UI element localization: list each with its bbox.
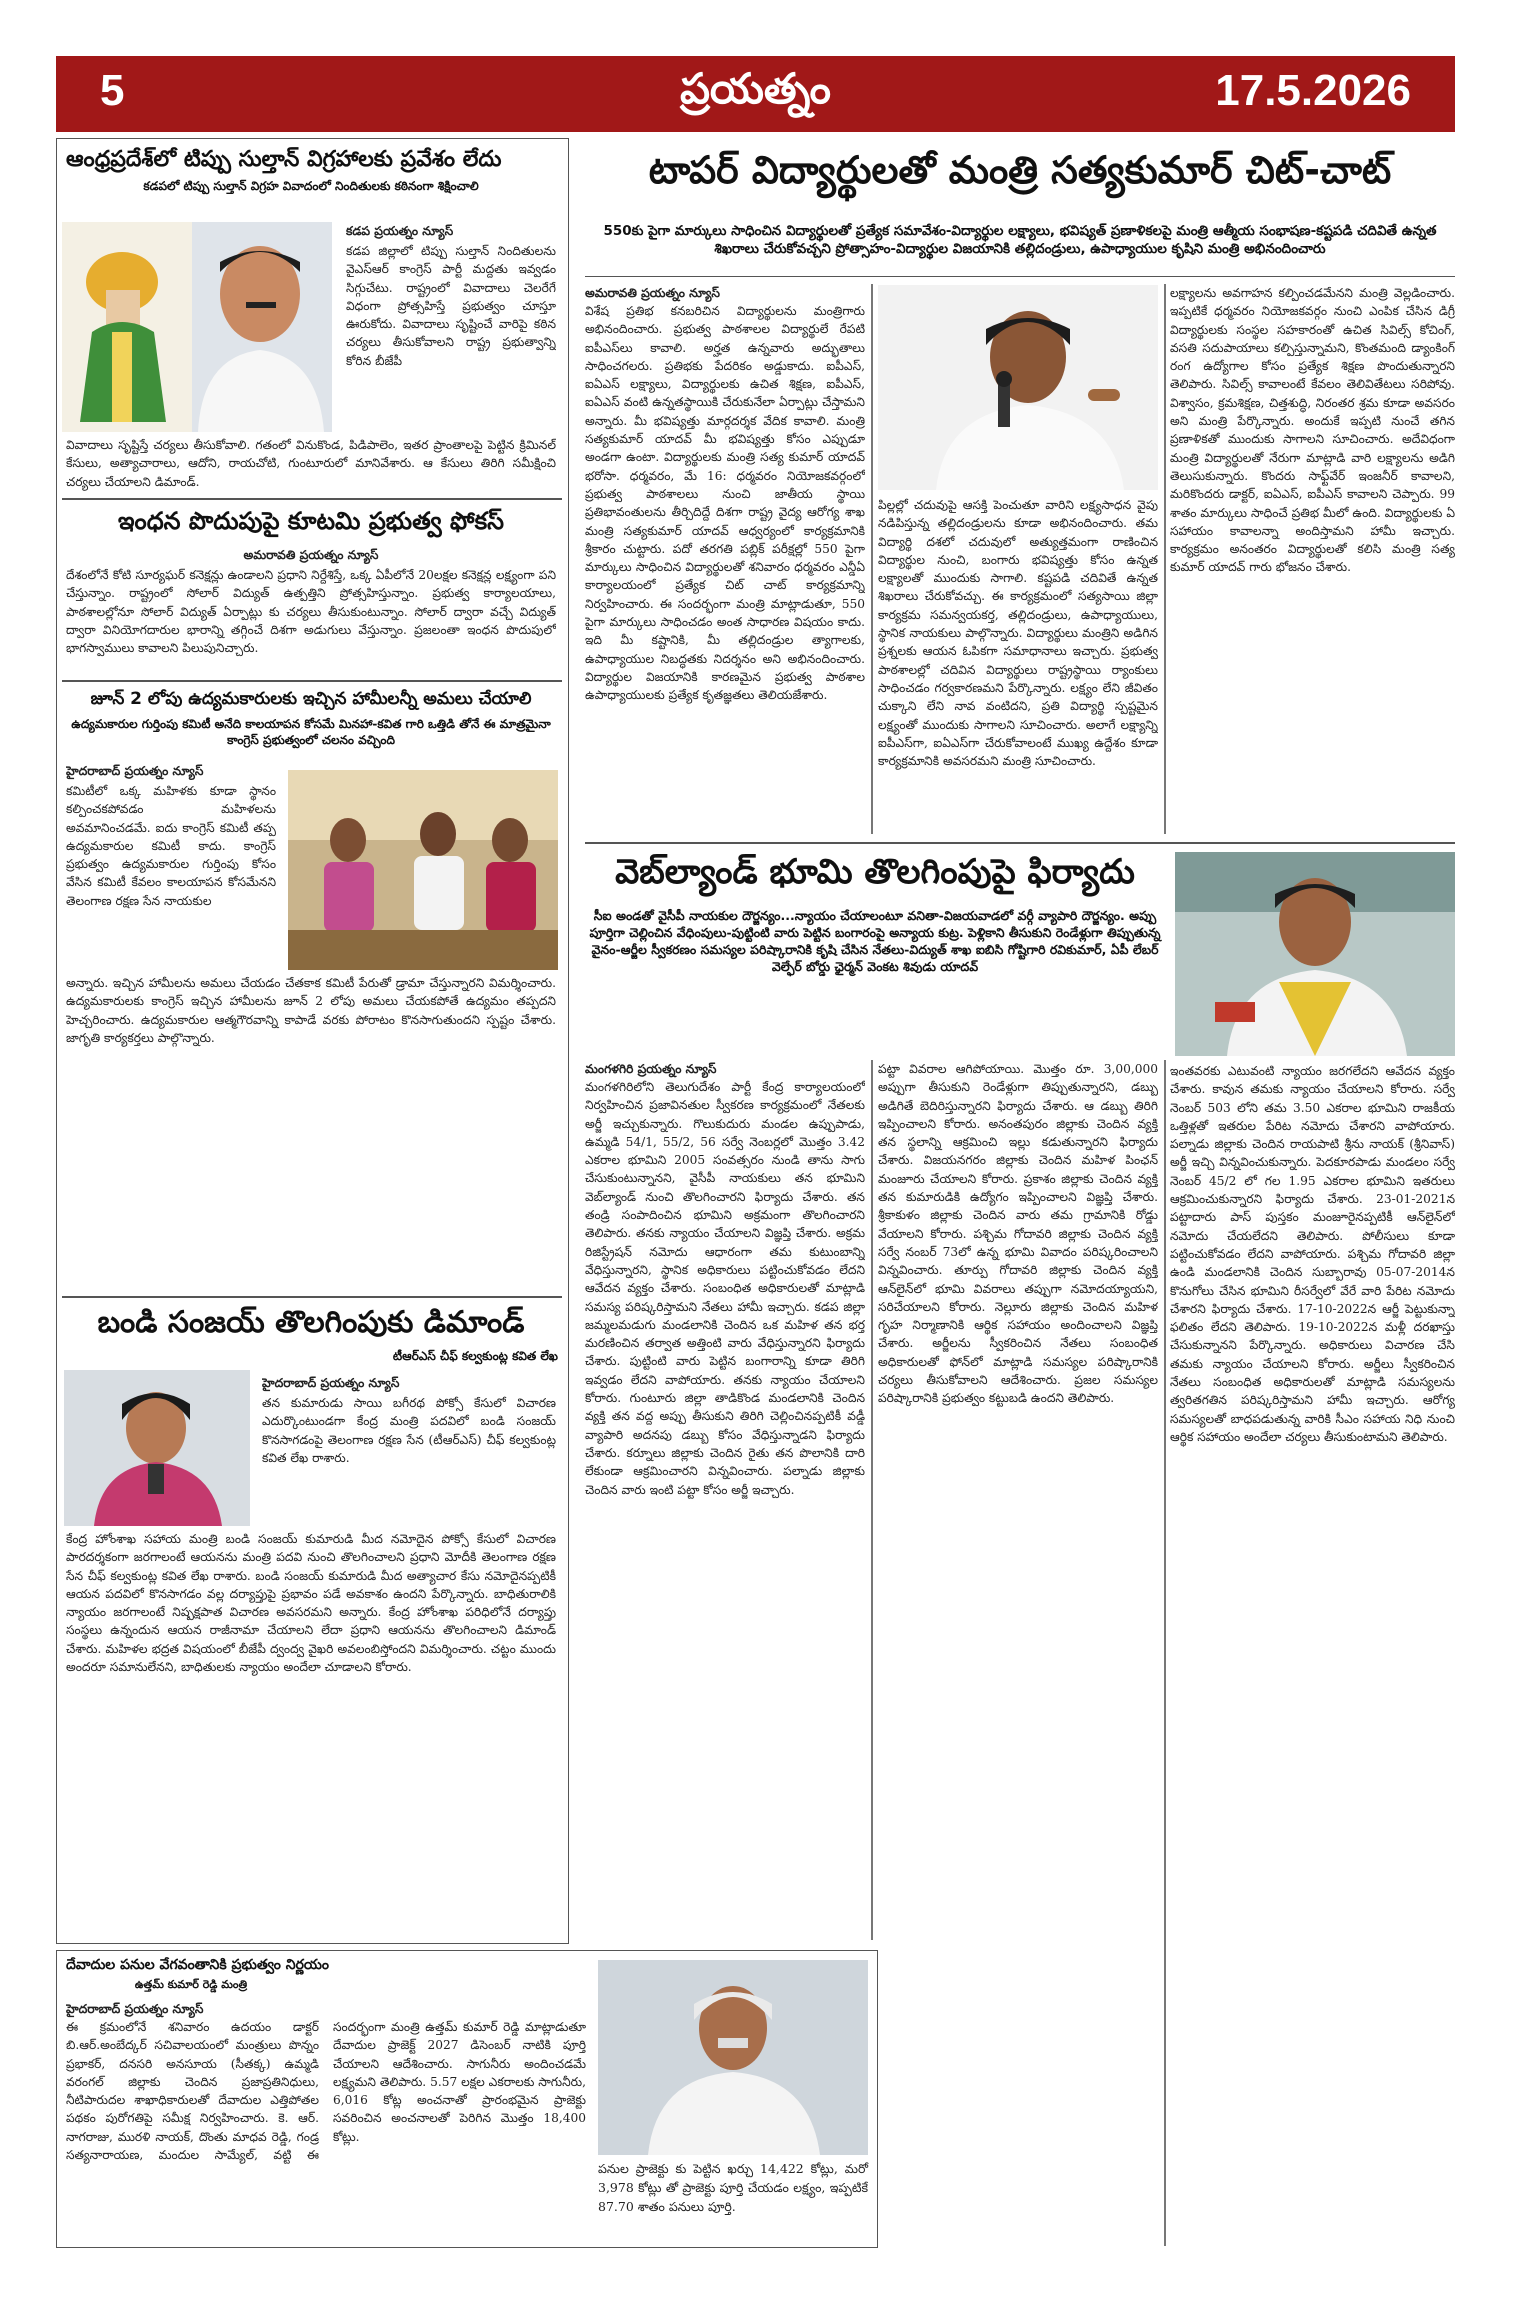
subhead: కడపలో టిప్పు సుల్తాన్ విగ్రహ వివాదంలో నిందితులకు కఠినంగా శిక్షించాలి [143, 179, 479, 194]
headline: టాపర్ విద్యార్థులతో మంత్రి సత్యకుమార్ చిట్-చాట్ [648, 148, 1392, 192]
dateline: కడప ప్రయత్నం న్యూస్ [346, 224, 454, 238]
subhead: 550కు పైగా మార్కులు సాధించిన విద్యార్థులతో ప్రత్యేక సమావేశం-విద్యార్థుల లక్ష్యాలు, భవిష్యత్ ప్రణాళికలపై మంత్రి ఆత్మీయ సంభాషణ-కష్టపడి చదివితే ఉన్నత శిఖరాలు చేరుకోవచ్చని ప్రోత్సాహం-విద్యార్థుల విజయానికి తల్లిదండ్రులు, ఉపాధ్యాయుల కృషిని మంత్రి అభినందించారు [603, 223, 1437, 258]
column-divider [1164, 1060, 1166, 2246]
divider [62, 498, 562, 500]
dateline: మంగళగిరి ప్రయత్నం న్యూస్ [585, 1062, 717, 1076]
toppers-photo [878, 285, 1158, 490]
masthead [56, 56, 1455, 132]
dateline: హైదరాబాద్ ప్రయత్నం న్యూస్ [262, 1376, 400, 1390]
dateline: అమరావతి ప్రయత్నం న్యూస్ [585, 286, 720, 300]
divider [62, 1296, 562, 1298]
body-text: లక్ష్యాలను అవగాహన కల్పించడమేనని మంత్రి వెల్లడించారు. ఇప్పటికే ధర్మవరం నియోజకవర్గం నుంచి ఎంపిక చేసిన డిగ్రీ విద్యార్థులకు సంస్థల సహకారంతో ఉచిత సివిల్స్ కోచింగ్, వసతి సదుపాయాలు కల్పిస్తున్నామని, కొంతమంది డ్యాంకింగ్ రంగ ఉద్యోగాల కోసం ప్రత్యేక శిక్షణ పొందుతున్నారని తెలిపారు. సివిల్స్ కావాలంటే కేవలం తెలివితేటలు సరిపోవు. విశ్వాసం, క్రమశిక్షణ, చిత్తశుద్ధి, నిరంతర శ్రమ కూడా అవసరం అని మంత్రి పేర్కొన్నారు. అందుకే ఇప్పటి నుంచే తగిన ప్రణాళికతో ముందుకు సాగాలని సూచించారు. అదేవిధంగా మంత్రి విద్యార్థులతో నేరుగా మాట్లాడి వారి లక్ష్యాలను అడిగి తెలుసుకున్నారు. కొందరు సాఫ్ట్‌వేర్ ఇంజనీర్ కావాలని, మరికొందరు డాక్టర్, ఐఏఎస్, ఐపీఎస్ కావాలని చెప్పారు. 99 శాతం మార్కులు సాధించే ప్రతిభ మీలో ఉంది. విద్యార్థులకు ఏ సహాయం కావాలన్నా అందిస్తామని హామీ ఇచ్చారు. కార్యక్రమం అనంతరం విద్యార్థులతో కలిసి మంత్రి సత్య కుమార్ యాదవ్ గారు భోజనం చేశారు. [1170, 286, 1455, 575]
subhead: ఉద్యమకారుల గుర్తింపు కమిటీ అనేది కాలయాపన కోసమే మినహా-కవిత గారి ఒత్తిడి తోనే ఈ మాత్రమైనా కాంగ్రెస్ ప్రభుత్వంలో చలనం వచ్చింది [71, 717, 551, 748]
body-text: వివాదాలు సృష్టిస్తే చర్యలు తీసుకోవాలి. గతంలో వినుకొండ, పిడిపాలెం, ఇతర ప్రాంతాలపై పెట్టిన క్రిమినల్ కేసులు, అత్యాచారాలు, ఆదోని, రాయచోటి, గుంటూరులో మానివేశారు. ఆ కేసులు తిరిగి సమీక్షించి చర్యలు చేయాలని డిమాండ్. [66, 438, 556, 489]
tipu-photo [62, 222, 332, 432]
body-text: కేంద్ర హోంశాఖ సహాయ మంత్రి బండి సంజయ్ కుమారుడి మీద నమోదైన పోక్సో కేసులో విచారణ పారదర్శకంగా జరగాలంటే ఆయనను మంత్రి పదవి నుంచి తొలగించాలని ప్రధాని మోదీకి తెలంగాణ రక్షణ సేన చీఫ్ కల్వకుంట్ల కవిత లేఖ రాశారు. బండి సంజయ్ కుమారుడి మీద అత్యాచార కేసు నమోదైనప్పటికీ ఆయన పదవిలో కొనసాగడం వల్ల దర్యాప్తుపై ప్రభావం పడే అవకాశం ఉందని పేర్కొన్నారు. బాధితురాలికి న్యాయం జరగాలంటే నిష్పక్షపాత విచారణ అవసరమని అన్నారు. కేంద్ర హోంశాఖ పరిధిలోనే దర్యాప్తు సంస్థలు ఉన్నందున ఆయన రాజీనామా చేయాలని లేదా ప్రధాని ఆయనను తొలగించాలని డిమాండ్ చేశారు. మహిళల భద్రత విషయంలో బీజేపీ ద్వంద్వ వైఖరి అవలంబిస్తోందని విమర్శించారు. చట్టం ముందు అందరూ సమానులేనని, బాధితులకు న్యాయం అందేలా చూడాలని కోరారు. [66, 1532, 556, 1675]
webland-photo [1175, 852, 1455, 1056]
headline: జూన్ 2 లోపు ఉద్యమకారులకు ఇచ్చిన హామీలన్నీ అమలు చేయాలి [90, 689, 532, 709]
column-divider [1164, 284, 1166, 834]
article-tipu [66, 148, 556, 194]
sanjay-photo [64, 1370, 250, 1526]
body-text: అన్నారు. ఇచ్చిన హామీలను అమలు చేయడం చేతకాక కమిటీ పేరుతో డ్రామా చేస్తున్నారని విమర్శించారు. ఉద్యమకారులకు కాంగ్రెస్ ఇచ్చిన హామీలను జూన్ 2 లోపు అమలు చేయకపోతే ఉద్యమం తప్పదని హెచ్చరించారు. ఉద్యమకారుల ఆత్మగౌరవాన్ని కాపాడే వరకు పోరాటం కొనసాగుతుందని స్పష్టం చేశారు. జాగృతి కార్యకర్తలు పాల్గొన్నారు. [66, 976, 556, 1045]
headline: బండి సంజయ్ తొలగింపుకు డిమాండ్ [97, 1305, 525, 1340]
subhead: టీఆర్ఎస్ చీఫ్ కల్వకుంట్ల కవిత లేఖ [392, 1349, 558, 1363]
body-text: ఇంతవరకు ఎటువంటి న్యాయం జరగలేదని ఆవేదన వ్యక్తం చేశారు. కావున తమకు న్యాయం చేయాలని కోరారు. సర్వే నెంబర్ 503 లోని తమ 3.50 ఎకరాల భూమిని రాజకీయ ఒత్తిళ్లతో ఇతరుల పేరిట నమోదు చేశారని వాపోయారు. పల్నాడు జిల్లాకు చెందిన రాయపాటి శ్రీను నాయక్ (శ్రీనివాస్) అర్జీ ఇచ్చి విన్నవించుకున్నారు. పెదకూరపాడు మండలం సర్వే నెంబర్ 45/2 లో గల 1.95 ఎకరాల భూమిని ఇతరులు ఆక్రమించుకున్నారని ఫిర్యాదు చేశారు. 23-01-2021న పట్టాదారు పాస్ పుస్తకం మంజూరైనప్పటికీ ఆన్‌లైన్‌లో నమోదు చేయలేదని తెలిపారు. పోలీసులు కూడా పట్టించుకోవడం లేదని వాపోయారు. పశ్చిమ గోదావరి జిల్లా ఉండి మండలానికి చెందిన సుబ్బారావు 05-07-2014న కొనుగోలు చేసిన భూమిని రీసర్వేలో వేరే వారి పేరిట నమోదు చేశారని ఫిర్యాదు చేశారు. 17-10-2022న ఆర్జీ పెట్టుకున్నా ఫలితం లేదని తెలిపారు. 19-10-2022న మళ్లీ దరఖాస్తు చేసుకున్నానని పేర్కొన్నారు. అధికారులు విచారణ చేసి తమకు న్యాయం చేయాలని కోరారు. అర్జీలు స్వీకరించిన నేతలు సంబంధిత అధికారులతో మాట్లాడి సమస్యలను త్వరితగతిన పరిష్కరిస్తామని హామీ ఇచ్చారు. ఆరోగ్య సమస్యలతో బాధపడుతున్న వారికి సీఎం సహాయ నిధి నుంచి ఆర్థిక సహాయం అందేలా చర్యలు తీసుకుంటామని తెలిపారు. [1170, 1064, 1455, 1444]
body-text: కమిటీలో ఒక్క మహిళకు కూడా స్థానం కల్పించకపోవడం మహిళలను అవమానించడమే. ఐదు కాంగ్రెస్ కమిటీ తప్ప ఉద్యమకారుల కమిటీ కాదు. కాంగ్రెస్ ప్రభుత్వం ఉద్యమకారుల గుర్తింపు కోసం వేసిన కమిటీ కేవలం కాలయాపన కోసమేనని తెలంగాణ రక్షణ సేన నాయకుల [66, 784, 276, 908]
headline: దేవాదుల పనుల వేగవంతానికి ప్రభుత్వం నిర్ణయం [66, 1957, 329, 1973]
headline: ఆంధ్రప్రదేశ్‌లో టిప్పు సుల్తాన్ విగ్రహాలకు ప్రవేశం లేదు [66, 147, 502, 172]
body-text: తన కుమారుడు సాయి బగీరథ పోక్సో కేసులో విచారణ ఎదుర్కొంటుండగా కేంద్ర మంత్రి పదవిలో బండి సంజయ్ కొనసాగడంపై తెలంగాణ రక్షణ సేన (టీఆర్ఎస్) చీఫ్ కల్వకుంట్ల కవిత లేఖ రాశారు. [262, 1396, 556, 1465]
issue-date: 17.5.2026 [1215, 66, 1411, 115]
dateline: హైదరాబాద్ ప్రయత్నం న్యూస్ [66, 764, 204, 778]
page-number: 5 [100, 66, 125, 115]
divider [585, 842, 1455, 844]
divider [585, 276, 1455, 277]
photo-caption: పనుల ప్రాజెక్టు కు పెట్టిన ఖర్చు 14,422 కోట్లు, మరో 3,978 కోట్లు తో ప్రాజెక్టు పూర్తి చేయడం లక్ష్యం, ఇప్పటికే 87.70 శాతం పనులు పూర్తి. [598, 2161, 868, 2214]
subhead: సీఐ అండతో వైసీపీ నాయకుల దౌర్జన్యం...న్యాయం చేయాలంటూ వనితా-విజయవాడలో వర్గీ వ్యాపారి దౌర్జన్యం. అప్పు పూర్తిగా చెల్లించిన వేధింపులు-పుట్టింటి వారు పెట్టిన బంగారంపై అన్యాయ కుట్ర. పెళ్లికాని తీసుకుని రెండేళ్లుగా తిప్పుతున్న వైనం-ఆర్జీల స్వీకరణం సమస్యల పరిష్కారానికి కృషి చేసిన నేతలు-విద్యుత్ శాఖ ఐబిసి గోష్టిగారి రవికుమార్, ఏపీ లేబర్ వెల్ఫేర్ బోర్డు ఛైర్మన్ వెంకట శివుడు యాదవ్ [589, 908, 1161, 974]
column-divider [871, 1060, 873, 1940]
body-text: ఈ క్రమంలోనే శనివారం ఉదయం డాక్టర్ బి.ఆర్.అంబేద్కర్ సచివాలయంలో మంత్రులు పొన్నం ప్రభాకర్, దనసరి అనసూయ (సీతక్క) ఉమ్మడి వరంగల్ జిల్లాకు చెందిన ప్రజాప్రతినిధులు, నీటిపారుదల శాఖాధికారులతో దేవాదుల ఎత్తిపోతల పథకం పురోగతిపై సమీక్ష నిర్వహించారు. కె. ఆర్. నాగరాజు, మురళి నాయక్, దొంతు మాధవ రెడ్డి, గండ్ర సత్యనారాయణ, మందుల సామ్యేల్, వట్టి ఈ సందర్భంగా మంత్రి ఉత్తమ్ కుమార్ రెడ్డి మాట్లాడుతూ దేవాదుల ప్రాజెక్ట్ 2027 డిసెంబర్ నాటికి పూర్తి చేయాలని ఆదేశించారు. సాగునీరు అందించడమే లక్ష్యమని తెలిపారు. 5.57 లక్షల ఎకరాలకు సాగునీరు, 6,016 కోట్ల అంచనాతో ప్రారంభమైన ప్రాజెక్టు సవరించిన అంచనాలతో పెరిగిన మొత్తం 18,400 కోట్లు. [66, 2020, 586, 2163]
body-text: పట్టా వివరాల ఆగిపోయాయి. మొత్తం రూ. 3,00,000 అప్పుగా తీసుకుని రెండేళ్లుగా తిప్పుతున్నారని, డబ్బు అడిగితే బెదిరిస్తున్నారని ఫిర్యాదు చేశారు. ఆ డబ్బు తిరిగి ఇప్పించాలని కోరారు. అనంతపురం జిల్లాకు చెందిన వ్యక్తి తన స్థలాన్ని ఆక్రమించి ఇల్లు కడుతున్నారని ఫిర్యాదు చేశారు. విజయనగరం జిల్లాకు చెందిన మహిళ పింఛన్ మంజూరు చేయాలని కోరారు. ప్రకాశం జిల్లాకు చెందిన వ్యక్తి తన కుమారుడికి ఉద్యోగం ఇప్పించాలని విజ్ఞప్తి చేశారు. శ్రీకాకుళం జిల్లాకు చెందిన వారు తమ గ్రామానికి రోడ్డు వేయాలని కోరారు. పశ్చిమ గోదావరి జిల్లాకు చెందిన వ్యక్తి సర్వే నంబర్ 73లో ఉన్న భూమి వివాదం పరిష్కరించాలని విన్నవించారు. తూర్పు గోదావరి జిల్లాకు చెందిన వ్యక్తి ఆన్‌లైన్‌లో భూమి వివరాలు తప్పుగా నమోదయ్యాయని, సరిచేయాలని కోరారు. నెల్లూరు జిల్లాకు చెందిన మహిళ గృహ నిర్మాణానికి ఆర్థిక సహాయం అందించాలని విజ్ఞప్తి చేశారు. అర్జీలను స్వీకరించిన నేతలు సంబంధిత అధికారులతో ఫోన్‌లో మాట్లాడి సమస్యల పరిష్కారానికి చర్యలు తీసుకోవాలని ఆదేశించారు. ప్రజల సమస్యల పరిష్కారానికి ప్రభుత్వం కట్టుబడి ఉందని తెలిపారు. [878, 1062, 1158, 1406]
dateline: అమరావతి ప్రయత్నం న్యూస్ [243, 548, 379, 562]
dateline: హైదరాబాద్ ప్రయత్నం న్యూస్ [66, 2002, 204, 2016]
headline: ఇంధన పొదుపుపై కూటమి ప్రభుత్వ ఫోకస్ [118, 507, 504, 535]
headline: వెబ్‌ల్యాండ్ భూమి తొలగింపుపై ఫిర్యాదు [615, 852, 1135, 892]
paper-name: ప్రయత్నం [680, 64, 831, 113]
body-text: పిల్లల్లో చదువుపై ఆసక్తి పెంచుతూ వారిని లక్ష్యసాధన వైపు నడిపిస్తున్న తల్లిదండ్రులను కూడా అభినందించారు. తమ విద్యార్థి దశలో చదువులో అత్యుత్తమంగా రాణించిన విద్యార్థుల నుంచి, బంగారు భవిష్యత్తు కోసం ఉన్నత లక్ష్యాలతో ముందుకు సాగాలి. కష్టపడి చదివితే ఉన్నత శిఖరాలు చేరుకోవచ్చు. ఈ కార్యక్రమంలో సత్యసాయి జిల్లా కార్యక్రమ సమన్వయకర్త, తల్లిదండ్రులు, ఉపాధ్యాయులు, స్థానిక నాయకులు పాల్గొన్నారు. విద్యార్థులు మంత్రిని అడిగిన ప్రశ్నలకు ఆయన ఓపికగా సమాధానాలు ఇచ్చారు. ప్రభుత్వ పాఠశాలల్లో చదివిన విద్యార్థులు రాష్ట్రస్థాయి ర్యాంకులు సాధించడం గర్వకారణమని పేర్కొన్నారు. లక్ష్యం లేని జీవితం చుక్కాని లేని నావ వంటిదని, ప్రతి విద్యార్థి స్పష్టమైన లక్ష్యంతో ముందుకు సాగాలని సూచించారు. అలాగే లక్ష్యాన్ని ఐపీఎస్‌గా, ఐఏఎస్‌గా చేరుకోవాలంటే ముఖ్య ఉద్దేశం కూడా కార్యక్రమానికి అవసరమని మంత్రి సూచించారు. [878, 498, 1158, 769]
column-divider [871, 284, 873, 834]
divider [62, 680, 562, 682]
body-text: విశేష ప్రతిభ కనబరిచిన విద్యార్థులను మంత్రిగారు అభినందించారు. ప్రభుత్వ పాఠశాలల విద్యార్థులే రేపటి ఐపీఎస్‌లు కావాలి. అర్హత ఉన్నవారు అద్భుతాలు సాధించగలరు. ప్రతిభకు పేదరికం అడ్డుకాదు. ఐపీఎస్, ఐఏఎస్ లక్ష్యాలు, విద్యార్థులకు ఉచిత శిక్షణ, ఐపీఎస్, ఐఏఎస్ వంటి ఉన్నతస్థాయికి చేరుకునేలా ఏర్పాట్లు చేస్తామని అన్నారు. మీ భవిష్యత్తు మార్గదర్శక వేదిక కావాలి. మంత్రి సత్యకుమార్ యాదవ్ మీ భవిష్యత్తు కోసం ఎప్పుడూ అండగా ఉంటా. విద్యార్థులకు మంత్రి సత్య కుమార్ యాదవ్ భరోసా. ధర్మవరం, మే 16: ధర్మవరం నియోజకవర్గంలో ప్రభుత్వ పాఠశాలలు నుంచి జాతీయ స్థాయి ప్రతిభావంతులను తీర్చిదిద్దే దిశగా రాష్ట్ర వైద్య ఆరోగ్య శాఖ మంత్రి సత్యకుమార్ యాదవ్ ఆధ్వర్యంలో కార్యక్రమానికి శ్రీకారం చుట్టారు. పదో తరగతి పబ్లిక్ పరీక్షల్లో 550 పైగా మార్కులు సాధించిన విద్యార్థులతో శనివారం ధర్మవరం ఎన్డీఏ కార్యాలయంలో ప్రత్యేక చిట్ చాట్ కార్యక్రమాన్ని నిర్వహించారు. ఈ సందర్భంగా మంత్రి మాట్లాడుతూ, 550 పైగా మార్కులు సాధించడం అంత సాధారణ విషయం కాదు. ఇది మీ కష్టానికి, మీ తల్లిదండ్రుల త్యాగాలకు, ఉపాధ్యాయుల నిబద్ధతకు నిదర్శనం అని అభినందించారు. విద్యార్థుల విజయానికి కారణమైన ప్రభుత్వ పాఠశాల ఉపాధ్యాయులకు ప్రత్యేక కృతజ్ఞతలు తెలియజేశారు. [585, 304, 865, 703]
body-text: మంగళగిరిలోని తెలుగుదేశం పార్టీ కేంద్ర కార్యాలయంలో నిర్వహించిన ప్రజావినతుల స్వీకరణ కార్యక్రమంలో నేతలకు అర్జీ ఇచ్చుకున్నారు. గొలుకుదురు మండల ఉప్పుపాడు, ఉమ్మడి 54/1, 55/2, 56 సర్వే నెంబర్లలో మొత్తం 3.42 ఎకరాల భూమిని 2005 సంవత్సరం నుండి తాను సాగు చేసుకుంటున్నానని, వైసీపీ నాయకులు తన భూమిని వెబ్‌ల్యాండ్ నుంచి తొలగించారని ఫిర్యాదు చేశారు. తన తండ్రి సంపాదించిన భూమిని అక్రమంగా తొలగించారని తెలిపారు. తనకు న్యాయం చేయాలని విజ్ఞప్తి చేశారు. అక్రమ రిజిస్ట్రేషన్ నమోదు ఆధారంగా తమ కుటుంబాన్ని వేధిస్తున్నారని, స్థానిక అధికారులు పట్టించుకోవడం లేదని ఆవేదన వ్యక్తం చేశారు. సంబంధిత అధికారులతో మాట్లాడి సమస్య పరిష్కరిస్తామని నేతలు హామీ ఇచ్చారు. కడప జిల్లా జమ్మలమడుగు మండలానికి చెందిన ఒక మహిళ తన భర్త మరణించిన తర్వాత అత్తింటి వారు వేధిస్తున్నారని ఫిర్యాదు చేశారు. పుట్టింటి వారు పెట్టిన బంగారాన్ని కూడా తిరిగి ఇవ్వడం లేదని వాపోయారు. తనకు న్యాయం చేయాలని కోరారు. గుంటూరు జిల్లా తాడికొండ మండలానికి చెందిన వ్యక్తి తన వద్ద అప్పు తీసుకుని తిరిగి చెల్లించినప్పటికీ వడ్డీ వ్యాపారి అదనపు డబ్బు కోసం వేధిస్తున్నాడని ఫిర్యాదు చేశారు. కర్నూలు జిల్లాకు చెందిన రైతు తన పొలానికి దారి లేకుండా ఆక్రమించారని విన్నవించారు. పల్నాడు జిల్లాకు చెందిన వారు ఇంటి పట్టా కోసం అర్జీ ఇచ్చారు. [585, 1080, 865, 1497]
subhead: ఉత్తమ్ కుమార్ రెడ్డి మంత్రి [134, 1978, 248, 1991]
body-text: కడప జిల్లాలో టిప్పు సుల్తాన్ నిందితులను వైఎస్ఆర్ కాంగ్రెస్ పార్టీ మద్దతు ఇవ్వడం సిగ్గుచేటు. రాష్ట్రంలో వివాదాలు చెలరేగే విధంగా ప్రోత్సహిస్తే ప్రభుత్వం చూస్తూ ఊరుకోదు. వివాదాలు సృష్టించే వారిపై కఠిన చర్యలు తీసుకోవాలని రాష్ట్ర ప్రభుత్వాన్ని కోరిన బీజేపీ [346, 244, 556, 368]
body-text: దేశంలోనే కోటి సూర్యఘర్ కనెక్షన్లు ఉండాలని ప్రధాని నిర్దేశిస్తే, ఒక్క ఏపీలోనే 20లక్షల కనెక్షన్ల లక్ష్యంగా పని చేస్తున్నాం. రాష్ట్రంలో సోలార్ విద్యుత్ ఉత్పత్తిని ప్రోత్సహిస్తున్నాం. ప్రభుత్వ కార్యాలయాలు, పాఠశాలల్లోనూ సోలార్ విద్యుత్ ఏర్పాట్లు కు చర్యలు తీసుకుంటున్నాం. సోలార్ ద్వారా వచ్చే విద్యుత్ ద్వారా వినియోగదారుల భారాన్ని తగ్గించే దిశగా అడుగులు వేస్తున్నాం. ప్రజలంతా ఇంధన పొదుపులో భాగస్వాములు కావాలని పిలుపునిచ్చారు. [66, 568, 556, 656]
hamilu-photo [288, 770, 558, 970]
